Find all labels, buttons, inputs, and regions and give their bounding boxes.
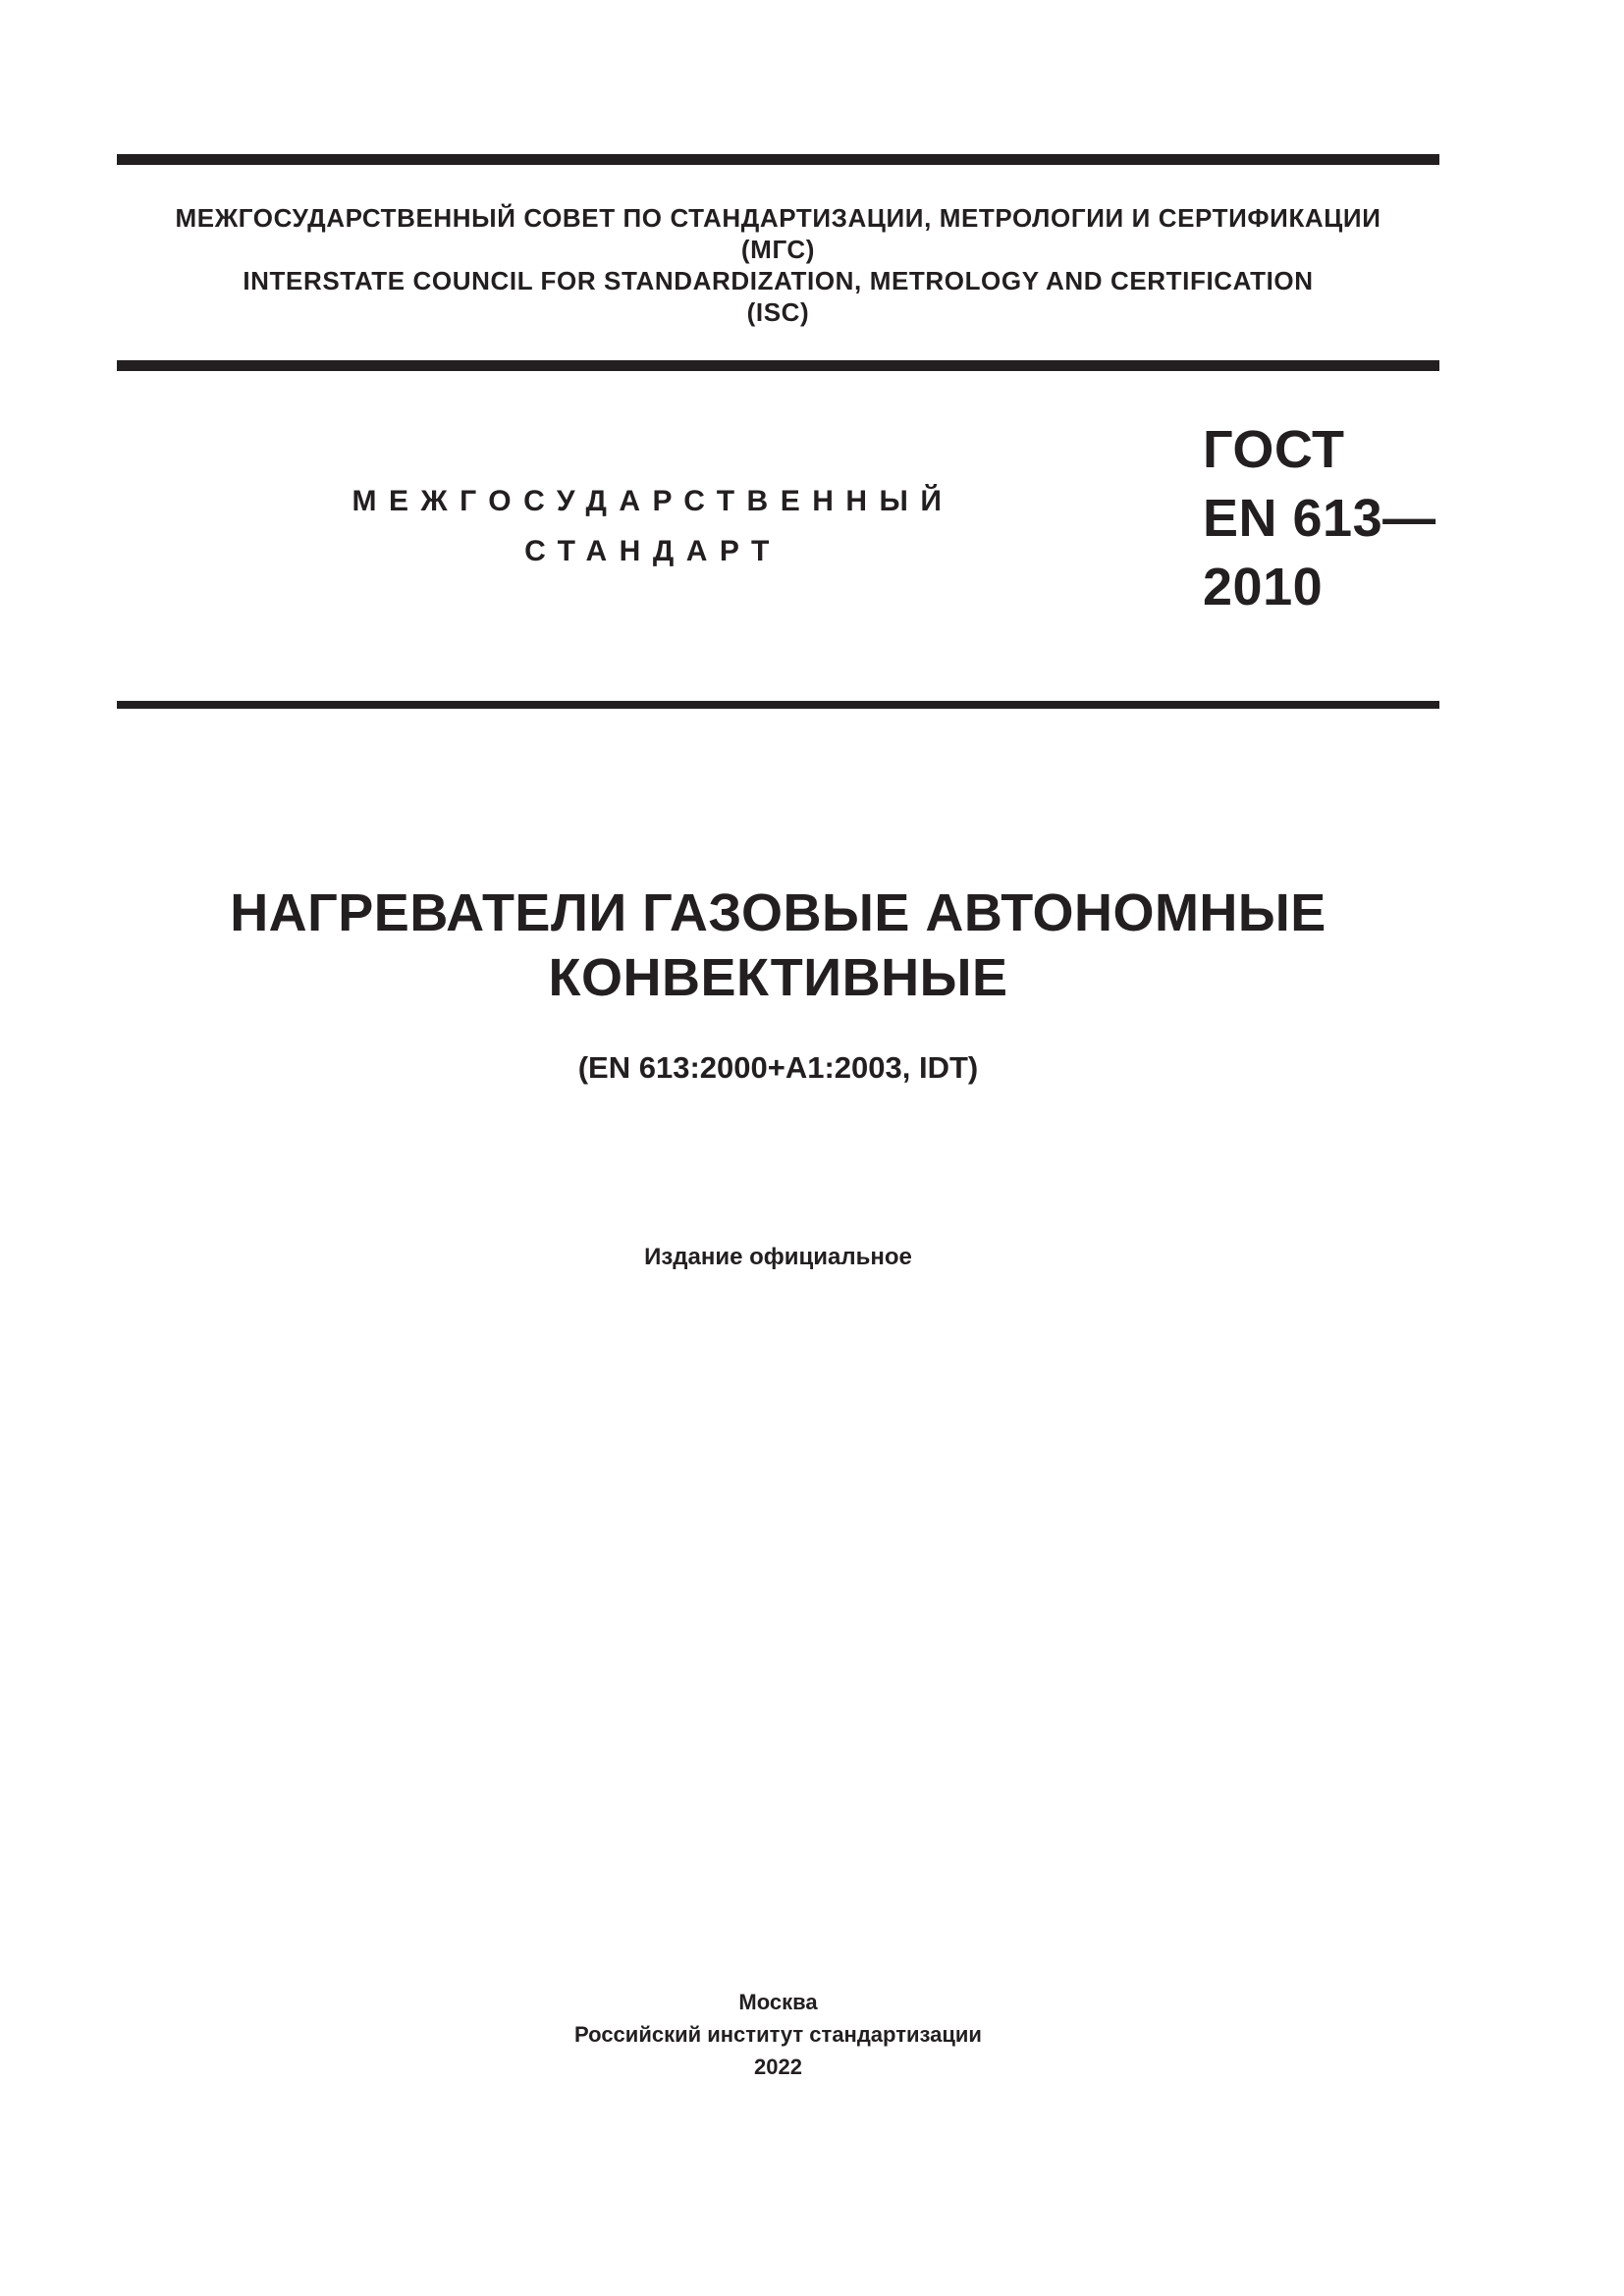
imprint-city: Москва xyxy=(738,1990,818,2014)
identity-reference: (EN 613:2000+A1:2003, IDT) xyxy=(577,1050,979,1085)
designation-line2: EN 613— xyxy=(1203,489,1436,548)
council-name-en: INTERSTATE COUNCIL FOR STANDARDIZATION, METROLOGY AND CERTIFICATION xyxy=(243,266,1314,295)
standard-kind xyxy=(236,476,1070,576)
document-title xyxy=(117,881,1439,1010)
header-divider xyxy=(117,360,1439,371)
designation-divider xyxy=(117,701,1439,709)
designation-line1: ГОСТ xyxy=(1203,420,1345,479)
top-divider xyxy=(117,154,1439,165)
standard-kind-line1: МЕЖГОСУДАРСТВЕННЫЙ xyxy=(352,485,954,517)
edition-label: Издание официальное xyxy=(644,1244,912,1270)
standard-kind-line2: СТАНДАРТ xyxy=(524,535,782,567)
title-line1: НАГРЕВАТЕЛИ ГАЗОВЫЕ АВТОНОМНЫЕ xyxy=(230,883,1326,942)
council-header xyxy=(117,202,1439,328)
title-line2: КОНВЕКТИВНЫЕ xyxy=(548,948,1008,1007)
designation-line3: 2010 xyxy=(1203,558,1324,616)
standard-designation xyxy=(1203,415,1436,621)
imprint xyxy=(117,1986,1439,2083)
council-abbr-ru: (МГС) xyxy=(740,235,816,264)
council-name-ru: МЕЖГОСУДАРСТВЕННЫЙ СОВЕТ ПО СТАНДАРТИЗАЦИИ, МЕТРОЛОГИИ И СЕРТИФИКАЦИИ xyxy=(175,203,1381,233)
imprint-publisher: Российский институт стандартизации xyxy=(574,2022,982,2047)
council-abbr-en: (ISC) xyxy=(746,297,810,327)
imprint-year: 2022 xyxy=(754,2055,802,2079)
